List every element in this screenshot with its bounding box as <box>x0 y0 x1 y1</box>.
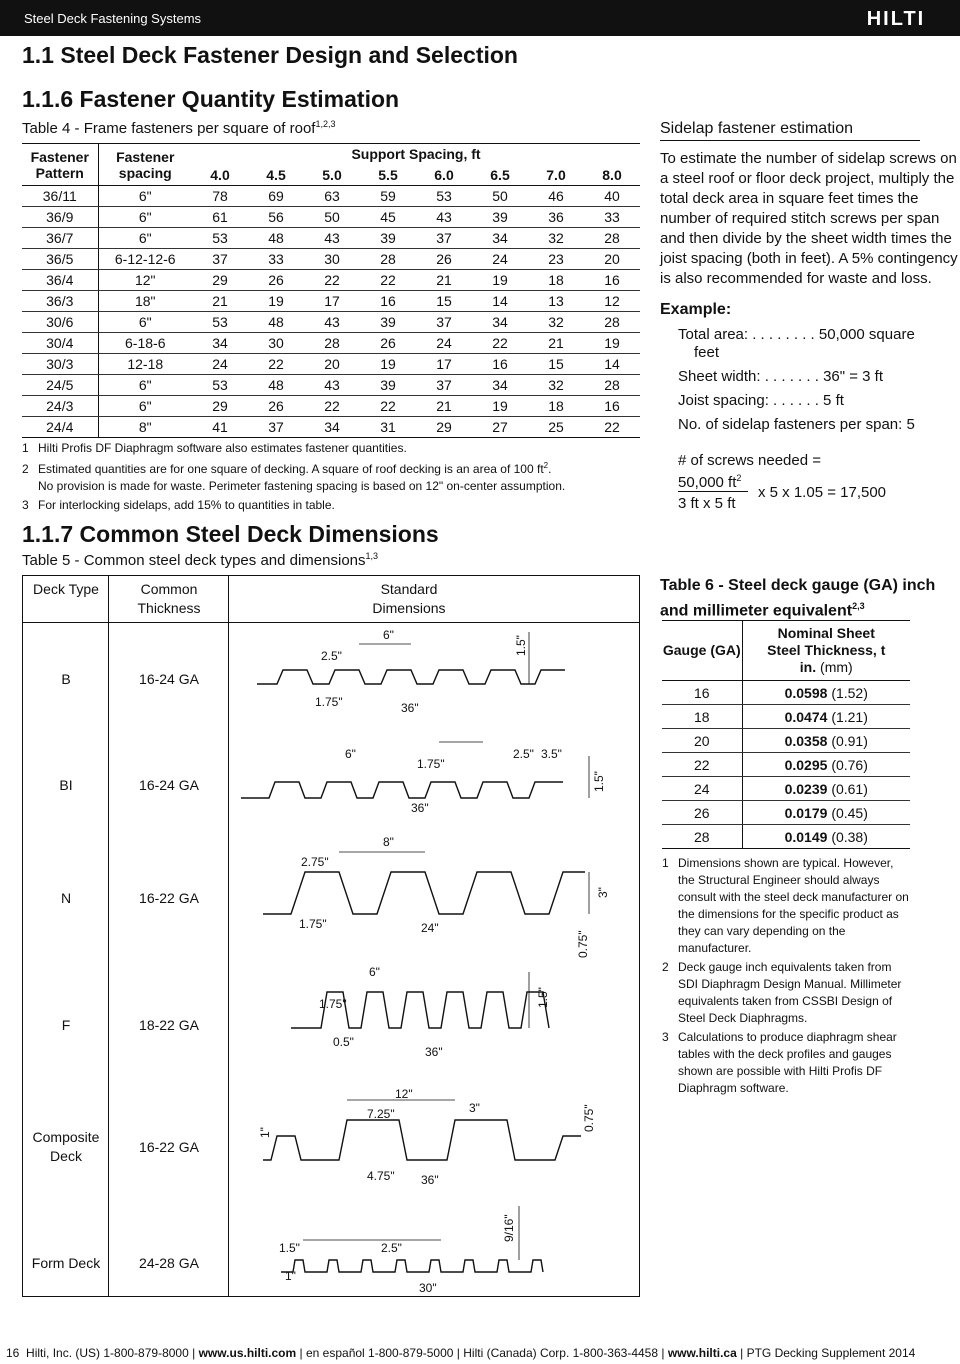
total-area: Total area: . . . . . . . . 50,000 square <box>678 326 915 343</box>
cell-value: 22 <box>360 270 416 291</box>
cell-value: 19 <box>472 396 528 417</box>
spacing-7: 8.0 <box>584 165 640 186</box>
svg-text:HILTI: HILTI <box>866 8 926 28</box>
link-us[interactable]: www.us.hilti.com <box>198 1346 297 1360</box>
cell-thickness: 0.0598 (1.52) <box>742 681 910 705</box>
col-common-thickness: Common Thickness <box>137 581 201 616</box>
table-row <box>662 681 910 705</box>
col-deck-type: Deck Type <box>33 581 99 597</box>
cell-thickness: 0.0295 (0.76) <box>742 753 910 777</box>
sidelap-section <box>660 120 960 517</box>
cell-spacing: 18" <box>98 291 192 312</box>
cell-value: 34 <box>472 228 528 249</box>
cell-value: 39 <box>360 228 416 249</box>
dim-form-1: 1" <box>285 1269 296 1283</box>
gauge-table <box>662 620 910 849</box>
table-row <box>22 270 640 291</box>
cell-spacing: 6" <box>98 186 192 207</box>
cell-value: 33 <box>584 207 640 228</box>
cell-value: 48 <box>248 312 304 333</box>
dim-n-3: 3" <box>596 887 610 898</box>
cell-value: 26 <box>248 270 304 291</box>
sidelap-body: To estimate the number of sidelap screws on a steel roof or floor deck project, multiply the total deck area in square feet times the number of required stitch screws per span and then divide by the sheet width times the joist spacing (both in feet). A 5% contingency is also recommended for waste and loss. <box>660 150 958 287</box>
cell-thickness: 0.0239 (0.61) <box>742 777 910 801</box>
table-row <box>662 777 910 801</box>
dim-n-24: 24" <box>421 921 439 935</box>
spacing-3: 5.5 <box>360 165 416 186</box>
cell-value: 36 <box>528 207 584 228</box>
dim-n-1-75: 1.75" <box>299 917 327 931</box>
dim-c-12: 12" <box>395 1087 413 1101</box>
footnote: 3 Calculations to produce diaphragm shear tables with the deck profiles and gauges shown are possible with Hilti Profis DF Diaphragm software. <box>662 1030 897 1095</box>
cell-thickness: 0.0149 (0.38) <box>742 825 910 849</box>
cell-value: 32 <box>528 228 584 249</box>
cell-value: 39 <box>472 207 528 228</box>
cell-spacing: 6" <box>98 312 192 333</box>
cell-value: 27 <box>472 417 528 438</box>
table-row <box>22 207 640 228</box>
cell-value: 43 <box>304 228 360 249</box>
cell-thickness: 0.0358 (0.91) <box>742 729 910 753</box>
spacing-2: 5.0 <box>304 165 360 186</box>
cell-value: 19 <box>248 291 304 312</box>
cell-value: 15 <box>528 354 584 375</box>
col-fastener-spacing: Fastener spacing <box>98 144 192 186</box>
cell-value: 37 <box>248 417 304 438</box>
link-ca[interactable]: www.hilti.ca <box>667 1346 737 1360</box>
cell-value: 59 <box>360 186 416 207</box>
cell-value: 21 <box>416 396 472 417</box>
cell-value: 28 <box>584 312 640 333</box>
total-area-unit: feet <box>694 344 720 361</box>
dim-bi-1-5: 1.5" <box>592 771 606 792</box>
table-row <box>662 753 910 777</box>
cell-value: 13 <box>528 291 584 312</box>
dim-f-0-5: 0.5" <box>333 1035 354 1049</box>
table-row <box>22 228 640 249</box>
spacing-4: 6.0 <box>416 165 472 186</box>
table-row <box>22 417 640 438</box>
cell-value: 29 <box>192 396 248 417</box>
table-row <box>22 291 640 312</box>
cell-value: 53 <box>192 375 248 396</box>
dim-n-2-75: 2.75" <box>301 855 329 869</box>
cell-value: 24 <box>416 333 472 354</box>
deck-type-b: B <box>61 671 71 687</box>
cell-value: 31 <box>360 417 416 438</box>
col-fastener-pattern: Fastener Pattern <box>22 144 98 186</box>
cell-value: 22 <box>304 396 360 417</box>
dim-b-1-5: 1.5" <box>514 635 528 656</box>
deck-dimensions-table <box>22 575 640 1297</box>
cell-gauge: 20 <box>662 729 742 753</box>
deck-profiles-drawing <box>229 576 641 1298</box>
section-heading-116: 1.1.6 Fastener Quantity Estimation <box>22 86 400 112</box>
deck-thickness-b: 16-24 GA <box>139 671 199 687</box>
dim-bi-1-75: 1.75" <box>417 757 445 771</box>
cell-value: 28 <box>584 375 640 396</box>
cell-spacing: 8" <box>98 417 192 438</box>
footnote: 1 Dimensions shown are typical. However, the Structural Engineer should always consult with the steel deck manufacturer on the dimensions for the specific product as they can vary depending on the manufacturer. <box>662 856 909 955</box>
joist-spacing: Joist spacing: . . . . . . 5 ft <box>678 392 844 409</box>
sheet-width: Sheet width: . . . . . . . 36" = 3 ft <box>678 368 884 385</box>
table-row <box>22 396 640 417</box>
cell-value: 39 <box>360 375 416 396</box>
cell-spacing: 6" <box>98 207 192 228</box>
screws-needed: # of screws needed = <box>678 452 822 469</box>
deck-thickness-bi: 16-24 GA <box>139 777 199 793</box>
cell-spacing: 12" <box>98 270 192 291</box>
cell-value: 53 <box>192 312 248 333</box>
cell-gauge: 16 <box>662 681 742 705</box>
cell-value: 26 <box>416 249 472 270</box>
cell-spacing: 6" <box>98 396 192 417</box>
cell-value: 30 <box>304 249 360 270</box>
dim-b-6: 6" <box>383 628 394 642</box>
col-gauge: Gauge (GA) <box>662 621 742 681</box>
spacing-6: 7.0 <box>528 165 584 186</box>
spacing-0: 4.0 <box>192 165 248 186</box>
cell-value: 43 <box>416 207 472 228</box>
cell-value: 22 <box>304 270 360 291</box>
cell-pattern: 24/5 <box>22 375 98 396</box>
cell-value: 22 <box>360 396 416 417</box>
cell-value: 26 <box>248 396 304 417</box>
cell-value: 48 <box>248 375 304 396</box>
table6-caption: Table 6 - Steel deck gauge (GA) inch and millimeter equivalent$^{2,3}$ <box>660 577 936 620</box>
dim-c-7-25: 7.25" <box>367 1107 395 1121</box>
cell-pattern: 36/7 <box>22 228 98 249</box>
cell-value: 12 <box>584 291 640 312</box>
cell-value: 69 <box>248 186 304 207</box>
dim-c-36: 36" <box>421 1173 439 1187</box>
cell-value: 45 <box>360 207 416 228</box>
example-label: Example: <box>660 301 732 318</box>
cell-value: 22 <box>584 417 640 438</box>
cell-value: 34 <box>192 333 248 354</box>
cell-value: 26 <box>360 333 416 354</box>
cell-value: 56 <box>248 207 304 228</box>
cell-value: 41 <box>192 417 248 438</box>
cell-spacing: 12-18 <box>98 354 192 375</box>
cell-value: 37 <box>192 249 248 270</box>
cell-value: 39 <box>360 312 416 333</box>
cell-value: 24 <box>192 354 248 375</box>
dim-form-30: 30" <box>419 1281 437 1295</box>
cell-value: 63 <box>304 186 360 207</box>
spacing-1: 4.5 <box>248 165 304 186</box>
cell-thickness: 0.0179 (0.45) <box>742 801 910 825</box>
cell-value: 25 <box>528 417 584 438</box>
footer: 16 Hilti, Inc. (US) 1-800-879-8000 | www.us.hilti.com | en español 1-800-879-5000 | Hilti (Canada) Corp. 1-800-363-4458 | www.hilti.ca | PTG Decking Supplement 2014 <box>6 1346 916 1360</box>
cell-value: 48 <box>248 228 304 249</box>
cell-value: 21 <box>528 333 584 354</box>
cell-value: 43 <box>304 312 360 333</box>
col-nominal-thickness: Nominal Sheet Steel Thickness, t in. (mm) <box>742 621 910 681</box>
cell-value: 53 <box>416 186 472 207</box>
cell-gauge: 26 <box>662 801 742 825</box>
col-support-spacing: Support Spacing, ft <box>192 144 640 165</box>
cell-spacing: 6" <box>98 228 192 249</box>
table5-caption: Table 5 - Common steel deck types and dimensions$^{1,3}$ <box>22 551 379 569</box>
cell-value: 21 <box>416 270 472 291</box>
dim-n-0-75: 0.75" <box>576 930 590 958</box>
cell-value: 16 <box>584 270 640 291</box>
table4-footnotes <box>22 440 640 514</box>
sidelap-heading: Sidelap fastener estimation <box>660 120 920 141</box>
dim-n-8: 8" <box>383 835 394 849</box>
cell-value: 20 <box>584 249 640 270</box>
table-row <box>22 186 640 207</box>
dim-c-0-75: 0.75" <box>582 1104 596 1132</box>
dim-f-1-75: 1.75" <box>319 997 347 1011</box>
cell-value: 40 <box>584 186 640 207</box>
cell-value: 37 <box>416 375 472 396</box>
table-row <box>662 729 910 753</box>
table4-caption: Table 4 - Frame fasteners per square of roof$^{1,2,3}$ <box>22 119 336 137</box>
cell-pattern: 36/9 <box>22 207 98 228</box>
cell-value: 37 <box>416 312 472 333</box>
dim-b-36: 36" <box>401 701 419 715</box>
profile-b <box>257 670 565 684</box>
cell-value: 50 <box>304 207 360 228</box>
footnote: 3 For interlocking sidelaps, add 15% to quantities in table. <box>22 498 335 512</box>
cell-value: 34 <box>304 417 360 438</box>
cell-value: 16 <box>472 354 528 375</box>
cell-value: 14 <box>472 291 528 312</box>
deck-thickness-form: 24-28 GA <box>139 1255 199 1271</box>
table-row <box>662 801 910 825</box>
cell-value: 29 <box>416 417 472 438</box>
cell-value: 18 <box>528 396 584 417</box>
cell-value: 78 <box>192 186 248 207</box>
cell-gauge: 24 <box>662 777 742 801</box>
cell-pattern: 30/3 <box>22 354 98 375</box>
footnote: 2 Estimated quantities are for one square of decking. A square of roof decking is an area of 100 $ft^2$. <box>22 461 552 476</box>
deck-type-composite: Composite Deck <box>32 1129 100 1164</box>
page-title: 1.1 Steel Deck Fastener Design and Selection <box>22 42 518 68</box>
cell-value: 32 <box>528 375 584 396</box>
dim-c-3: 3" <box>469 1101 480 1115</box>
cell-spacing: 6" <box>98 375 192 396</box>
dim-f-36: 36" <box>425 1045 443 1059</box>
deck-type-n: N <box>60 890 72 906</box>
cell-value: 28 <box>360 249 416 270</box>
footnote: 2 Deck gauge inch equivalents taken from SDI Diaphragm Design Manual. Millimeter equivalents taken from CSSBI Design of Steel Deck Diaphragms. <box>662 960 902 1025</box>
cell-value: 37 <box>416 228 472 249</box>
cell-value: 29 <box>192 270 248 291</box>
cell-value: 14 <box>584 354 640 375</box>
header-title: Steel Deck Fastening Systems <box>24 11 202 26</box>
dim-f-1-5: 1.5" <box>536 987 550 1008</box>
cell-pattern: 30/6 <box>22 312 98 333</box>
cell-value: 21 <box>192 291 248 312</box>
deck-thickness-composite: 16-22 GA <box>139 1139 199 1155</box>
cell-value: 30 <box>248 333 304 354</box>
section-heading-117: 1.1.7 Common Steel Deck Dimensions <box>22 521 439 547</box>
right-footnotes <box>662 855 912 1099</box>
cell-value: 19 <box>360 354 416 375</box>
cell-value: 22 <box>248 354 304 375</box>
header-bar <box>0 0 960 36</box>
dim-form-2-5: 2.5" <box>381 1241 402 1255</box>
cell-gauge: 28 <box>662 825 742 849</box>
cell-value: 33 <box>248 249 304 270</box>
cell-pattern: 30/4 <box>22 333 98 354</box>
dim-form-1-5: 1.5" <box>279 1241 300 1255</box>
cell-value: 61 <box>192 207 248 228</box>
frame-fasteners-table <box>22 143 640 438</box>
cell-spacing: 6-12-12-6 <box>98 249 192 270</box>
deck-thickness-n: 16-22 GA <box>139 890 199 906</box>
table-row <box>22 375 640 396</box>
dim-c-4-75: 4.75" <box>367 1169 395 1183</box>
dim-c-1: 1" <box>258 1127 272 1138</box>
spacing-5: 6.5 <box>472 165 528 186</box>
cell-value: 17 <box>416 354 472 375</box>
cell-value: 20 <box>304 354 360 375</box>
cell-value: 17 <box>304 291 360 312</box>
profile-form <box>281 1260 543 1272</box>
cell-value: 18 <box>528 270 584 291</box>
cell-value: 19 <box>472 270 528 291</box>
cell-value: 34 <box>472 375 528 396</box>
footnote: No provision is made for waste. Perimeter fastening spacing is based on 12" on-center assumption. <box>38 479 566 493</box>
dim-bi-6: 6" <box>345 747 356 761</box>
table-row <box>662 705 910 729</box>
cell-value: 24 <box>472 249 528 270</box>
dim-bi-2-5: 2.5" <box>513 747 534 761</box>
screws-formula: 50,000 $ft^2$ 3 ft x 5 ft x 5 x 1.05 = 17,500 <box>678 473 887 512</box>
cell-value: 16 <box>360 291 416 312</box>
cell-pattern: 36/3 <box>22 291 98 312</box>
table-row <box>22 354 640 375</box>
footnote: 1 Hilti Profis DF Diaphragm software also estimates fastener quantities. <box>22 441 407 455</box>
dim-b-1-75: 1.75" <box>315 695 343 709</box>
dim-bi-3-5: 3.5" <box>541 747 562 761</box>
deck-type-f: F <box>61 1017 71 1033</box>
cell-value: 53 <box>192 228 248 249</box>
cell-pattern: 36/5 <box>22 249 98 270</box>
table-row <box>22 333 640 354</box>
profile-bi <box>241 782 563 798</box>
cell-pattern: 36/11 <box>22 186 98 207</box>
cell-value: 23 <box>528 249 584 270</box>
deck-thickness-f: 18-22 GA <box>139 1017 199 1033</box>
table-row <box>22 249 640 270</box>
cell-value: 22 <box>472 333 528 354</box>
dim-b-2-5: 2.5" <box>321 649 342 663</box>
dim-form-9-16: 9/16" <box>502 1214 516 1242</box>
cell-thickness: 0.0474 (1.21) <box>742 705 910 729</box>
cell-pattern: 36/4 <box>22 270 98 291</box>
cell-pattern: 24/3 <box>22 396 98 417</box>
dim-bi-36: 36" <box>411 801 429 815</box>
table-row <box>22 312 640 333</box>
sidelap-per-span: No. of sidelap fasteners per span: 5 <box>678 416 915 433</box>
profile-composite <box>263 1120 581 1160</box>
col-standard-dimensions: Standard Dimensions <box>372 581 446 616</box>
deck-type-form: Form Deck <box>31 1255 101 1271</box>
cell-value: 28 <box>304 333 360 354</box>
cell-spacing: 6-18-6 <box>98 333 192 354</box>
cell-gauge: 22 <box>662 753 742 777</box>
cell-value: 50 <box>472 186 528 207</box>
cell-value: 34 <box>472 312 528 333</box>
cell-value: 43 <box>304 375 360 396</box>
deck-type-bi: BI <box>59 777 73 793</box>
table-row <box>662 825 910 849</box>
hilti-logo <box>846 8 946 28</box>
cell-value: 16 <box>584 396 640 417</box>
cell-pattern: 24/4 <box>22 417 98 438</box>
cell-gauge: 18 <box>662 705 742 729</box>
cell-value: 15 <box>416 291 472 312</box>
cell-value: 32 <box>528 312 584 333</box>
profile-n <box>263 872 585 914</box>
cell-value: 28 <box>584 228 640 249</box>
dim-f-6: 6" <box>369 965 380 979</box>
cell-value: 46 <box>528 186 584 207</box>
cell-value: 19 <box>584 333 640 354</box>
